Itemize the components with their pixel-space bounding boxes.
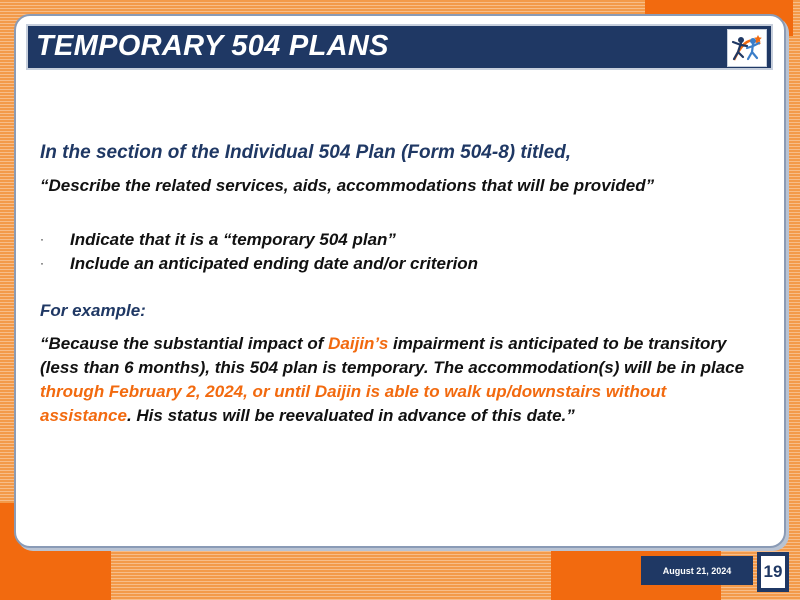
bullet-text: Indicate that it is a “temporary 504 plan” bbox=[70, 230, 396, 249]
bullet-marker: · bbox=[40, 232, 44, 246]
bullet-marker: · bbox=[40, 256, 44, 270]
slide-title: TEMPORARY 504 PLANS bbox=[36, 30, 389, 62]
quote-part-2: impairment is anticipated to be transitory (less than 6 months), this 504 plan is temporary. The accommodation(s) will be in place bbox=[40, 334, 745, 377]
quote-highlight-name: Daijin’s bbox=[328, 334, 389, 353]
example-label: For example: bbox=[40, 301, 146, 320]
logo-graphic bbox=[728, 30, 766, 66]
quote-part-3: . His status will be reevaluated in advance of this date.” bbox=[126, 406, 575, 425]
page-number-box bbox=[757, 552, 789, 592]
figures-logo-icon bbox=[727, 29, 767, 67]
example-quote bbox=[40, 332, 760, 428]
title-bar bbox=[26, 24, 773, 70]
quote-highlight-date: through February 2, 2024, or until Daijin is able to walk up/downstairs without assistance bbox=[40, 382, 667, 425]
page-number: 19 bbox=[761, 556, 785, 588]
bullet-text: Include an anticipated ending date and/or criterion bbox=[70, 254, 479, 273]
intro-line-2: “Describe the related services, aids, accommodations that will be provided” bbox=[40, 176, 655, 195]
slide-card bbox=[14, 14, 786, 548]
intro-line-1: In the section of the Individual 504 Plan (Form 504-8) titled, bbox=[40, 142, 572, 163]
quote-part-1: “Because the substantial impact of bbox=[40, 334, 329, 353]
date-label: August 21, 2024 bbox=[641, 556, 753, 585]
